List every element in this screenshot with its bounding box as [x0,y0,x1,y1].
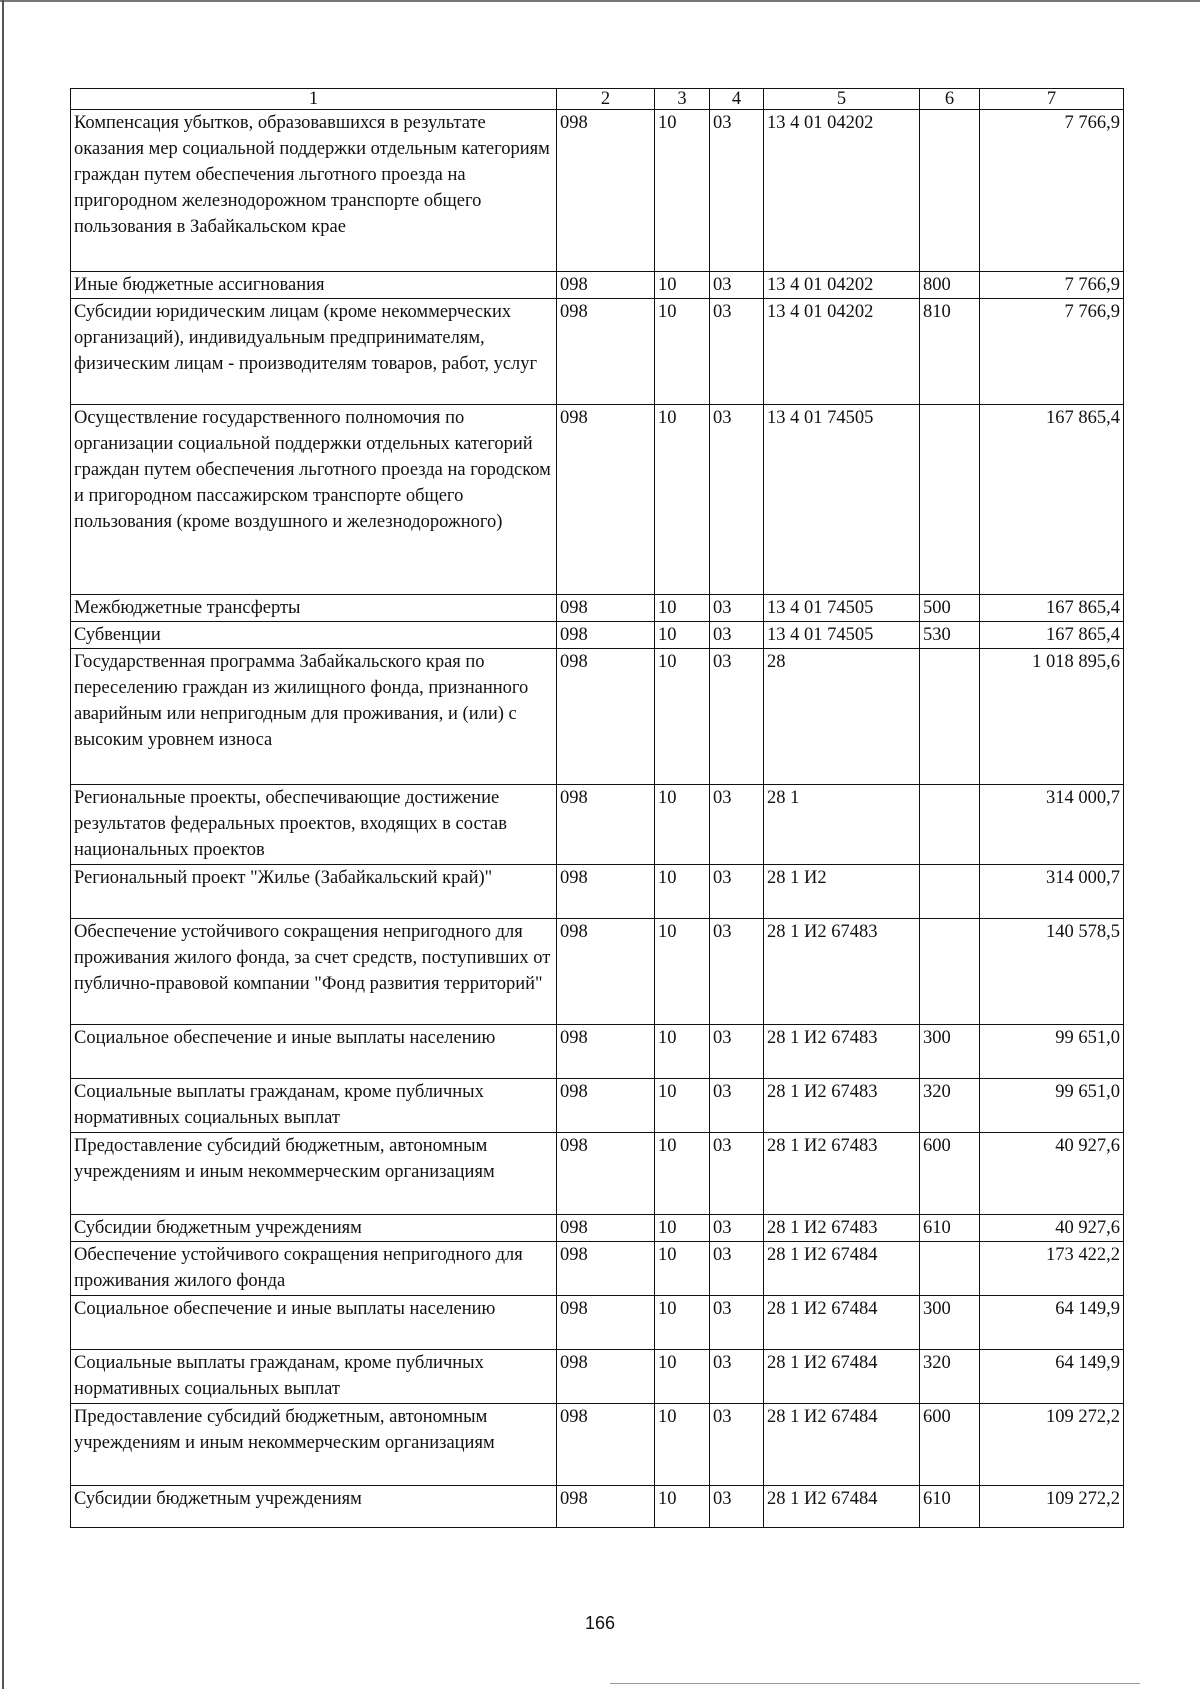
row-code-admin: 098 [557,1025,655,1079]
row-code-subsection: 03 [710,1404,764,1486]
table-row [71,1025,1124,1079]
row-code-expense-type [920,405,980,595]
row-amount: 99 651,0 [980,1025,1124,1079]
row-code-subsection: 03 [710,1486,764,1528]
header-col-3: 3 [655,89,710,110]
row-code-subsection: 03 [710,1350,764,1404]
header-col-7: 7 [980,89,1124,110]
row-code-target: 28 1 И2 67484 [764,1486,920,1528]
row-code-section: 10 [655,1404,710,1486]
row-code-admin: 098 [557,1296,655,1350]
row-code-expense-type [920,110,980,272]
row-name: Социальное обеспечение и иные выплаты населению [71,1296,557,1350]
row-name: Компенсация убытков, образовавшихся в результате оказания мер социальной поддержки отдельным категориям граждан путем обеспечения льготного проезда на пригородном железнодорожном транспорте общего пользования в Забайкальском крае [71,110,557,272]
row-code-subsection: 03 [710,272,764,299]
row-code-expense-type [920,865,980,919]
row-code-admin: 098 [557,1215,655,1242]
row-code-section: 10 [655,649,710,785]
row-code-target: 28 1 И2 67483 [764,1079,920,1133]
table-row [71,110,1124,272]
table-row [71,649,1124,785]
row-code-subsection: 03 [710,1242,764,1296]
row-code-subsection: 03 [710,110,764,272]
scan-edge-left [2,0,4,1689]
row-name: Иные бюджетные ассигнования [71,272,557,299]
row-name: Обеспечение устойчивого сокращения непригодного для проживания жилого фонда [71,1242,557,1296]
scan-edge-top [0,0,1200,2]
row-code-admin: 098 [557,272,655,299]
header-row [71,89,1124,110]
table-row [71,595,1124,622]
row-name: Обеспечение устойчивого сокращения непригодного для проживания жилого фонда, за счет средств, поступивших от публично-правовой компании "Фонд развития территорий" [71,919,557,1025]
row-code-section: 10 [655,1079,710,1133]
table-row [71,1404,1124,1486]
row-code-expense-type: 300 [920,1025,980,1079]
row-code-target: 13 4 01 74505 [764,622,920,649]
row-code-admin: 098 [557,110,655,272]
row-amount: 7 766,9 [980,299,1124,405]
row-name: Субсидии бюджетным учреждениям [71,1486,557,1528]
row-code-section: 10 [655,110,710,272]
row-code-target: 28 1 И2 67483 [764,1133,920,1215]
row-code-subsection: 03 [710,785,764,865]
row-code-admin: 098 [557,865,655,919]
row-amount: 64 149,9 [980,1296,1124,1350]
row-code-expense-type [920,785,980,865]
row-amount: 40 927,6 [980,1215,1124,1242]
row-code-target: 28 1 И2 [764,865,920,919]
row-code-admin: 098 [557,622,655,649]
row-code-expense-type: 320 [920,1079,980,1133]
row-amount: 167 865,4 [980,405,1124,595]
row-code-section: 10 [655,299,710,405]
row-code-subsection: 03 [710,595,764,622]
row-code-target: 13 4 01 04202 [764,299,920,405]
row-code-section: 10 [655,919,710,1025]
row-name: Предоставление субсидий бюджетным, автономным учреждениям и иным некоммерческим организациям [71,1404,557,1486]
row-code-target: 28 1 И2 67484 [764,1242,920,1296]
row-name: Социальное обеспечение и иные выплаты населению [71,1025,557,1079]
row-code-expense-type: 600 [920,1404,980,1486]
row-code-expense-type: 810 [920,299,980,405]
row-code-target: 28 1 И2 67483 [764,1025,920,1079]
row-code-section: 10 [655,1486,710,1528]
table-row [71,919,1124,1025]
table-row [71,1296,1124,1350]
row-code-expense-type: 800 [920,272,980,299]
row-code-admin: 098 [557,919,655,1025]
row-code-expense-type: 600 [920,1133,980,1215]
row-code-expense-type: 610 [920,1215,980,1242]
row-amount: 173 422,2 [980,1242,1124,1296]
row-code-expense-type: 610 [920,1486,980,1528]
row-name: Региональный проект "Жилье (Забайкальский край)" [71,865,557,919]
row-code-target: 28 1 И2 67483 [764,1215,920,1242]
row-code-expense-type: 530 [920,622,980,649]
row-code-subsection: 03 [710,405,764,595]
row-code-admin: 098 [557,649,655,785]
row-code-subsection: 03 [710,919,764,1025]
row-code-admin: 098 [557,595,655,622]
row-code-target: 28 1 [764,785,920,865]
row-code-section: 10 [655,785,710,865]
header-col-2: 2 [557,89,655,110]
row-amount: 1 018 895,6 [980,649,1124,785]
page-number: 166 [584,1613,616,1633]
footer-scan-line [610,1683,1140,1684]
row-code-subsection: 03 [710,865,764,919]
row-code-target: 28 1 И2 67483 [764,919,920,1025]
row-code-expense-type: 320 [920,1350,980,1404]
row-code-subsection: 03 [710,622,764,649]
row-name: Предоставление субсидий бюджетным, автономным учреждениям и иным некоммерческим организациям [71,1133,557,1215]
row-code-expense-type: 500 [920,595,980,622]
row-code-target: 13 4 01 04202 [764,110,920,272]
table-row [71,1242,1124,1296]
header-col-4: 4 [710,89,764,110]
row-code-target: 13 4 01 74505 [764,595,920,622]
row-name: Субвенции [71,622,557,649]
row-code-section: 10 [655,1025,710,1079]
row-code-expense-type [920,1242,980,1296]
row-amount: 109 272,2 [980,1486,1124,1528]
row-amount: 140 578,5 [980,919,1124,1025]
row-code-section: 10 [655,1350,710,1404]
row-amount: 40 927,6 [980,1133,1124,1215]
row-code-subsection: 03 [710,1079,764,1133]
table-row [71,299,1124,405]
table-row [71,1079,1124,1133]
row-name: Субсидии юридическим лицам (кроме некоммерческих организаций), индивидуальным предпринимателям, физическим лицам - производителям товаров, работ, услуг [71,299,557,405]
row-name: Государственная программа Забайкальского края по переселению граждан из жилищного фонда, признанного аварийным или непригодным для проживания, и (или) с высоким уровнем износа [71,649,557,785]
table-row [71,272,1124,299]
row-code-target: 28 1 И2 67484 [764,1350,920,1404]
header-col-5: 5 [764,89,920,110]
row-code-section: 10 [655,622,710,649]
row-code-section: 10 [655,1133,710,1215]
row-code-subsection: 03 [710,1296,764,1350]
table-row [71,622,1124,649]
row-code-admin: 098 [557,1133,655,1215]
row-code-subsection: 03 [710,649,764,785]
row-code-expense-type: 300 [920,1296,980,1350]
row-amount: 167 865,4 [980,595,1124,622]
row-amount: 109 272,2 [980,1404,1124,1486]
row-name: Осуществление государственного полномочия по организации социальной поддержки отдельных категорий граждан путем обеспечения льготного проезда на городском и пригородном пассажирском транспорте общего пользования (кроме воздушного и железнодорожного) [71,405,557,595]
row-code-admin: 098 [557,1350,655,1404]
table-row [71,865,1124,919]
row-amount: 99 651,0 [980,1079,1124,1133]
row-code-expense-type [920,919,980,1025]
row-code-section: 10 [655,1242,710,1296]
row-amount: 314 000,7 [980,865,1124,919]
row-code-admin: 098 [557,1404,655,1486]
row-code-admin: 098 [557,299,655,405]
header-col-6: 6 [920,89,980,110]
row-code-target: 28 [764,649,920,785]
row-code-expense-type [920,649,980,785]
row-code-admin: 098 [557,785,655,865]
row-code-section: 10 [655,272,710,299]
row-name: Межбюджетные трансферты [71,595,557,622]
row-code-admin: 098 [557,1242,655,1296]
row-code-section: 10 [655,405,710,595]
row-code-target: 28 1 И2 67484 [764,1404,920,1486]
table-row [71,405,1124,595]
row-code-section: 10 [655,865,710,919]
table-row [71,785,1124,865]
row-name: Субсидии бюджетным учреждениям [71,1215,557,1242]
row-code-target: 13 4 01 04202 [764,272,920,299]
row-code-subsection: 03 [710,1133,764,1215]
row-code-target: 28 1 И2 67484 [764,1296,920,1350]
row-code-section: 10 [655,595,710,622]
row-amount: 314 000,7 [980,785,1124,865]
row-code-subsection: 03 [710,299,764,405]
row-amount: 64 149,9 [980,1350,1124,1404]
row-code-section: 10 [655,1296,710,1350]
table-row [71,1215,1124,1242]
row-amount: 167 865,4 [980,622,1124,649]
row-code-subsection: 03 [710,1215,764,1242]
row-amount: 7 766,9 [980,110,1124,272]
row-code-subsection: 03 [710,1025,764,1079]
table-row [71,1486,1124,1528]
row-code-admin: 098 [557,1079,655,1133]
table-row [71,1133,1124,1215]
row-name: Социальные выплаты гражданам, кроме публичных нормативных социальных выплат [71,1350,557,1404]
row-code-admin: 098 [557,405,655,595]
header-col-1: 1 [71,89,557,110]
budget-table [70,88,1124,1528]
row-name: Региональные проекты, обеспечивающие достижение результатов федеральных проектов, входящих в состав национальных проектов [71,785,557,865]
row-code-admin: 098 [557,1486,655,1528]
row-code-target: 13 4 01 74505 [764,405,920,595]
row-amount: 7 766,9 [980,272,1124,299]
row-name: Социальные выплаты гражданам, кроме публичных нормативных социальных выплат [71,1079,557,1133]
table-row [71,1350,1124,1404]
row-code-section: 10 [655,1215,710,1242]
